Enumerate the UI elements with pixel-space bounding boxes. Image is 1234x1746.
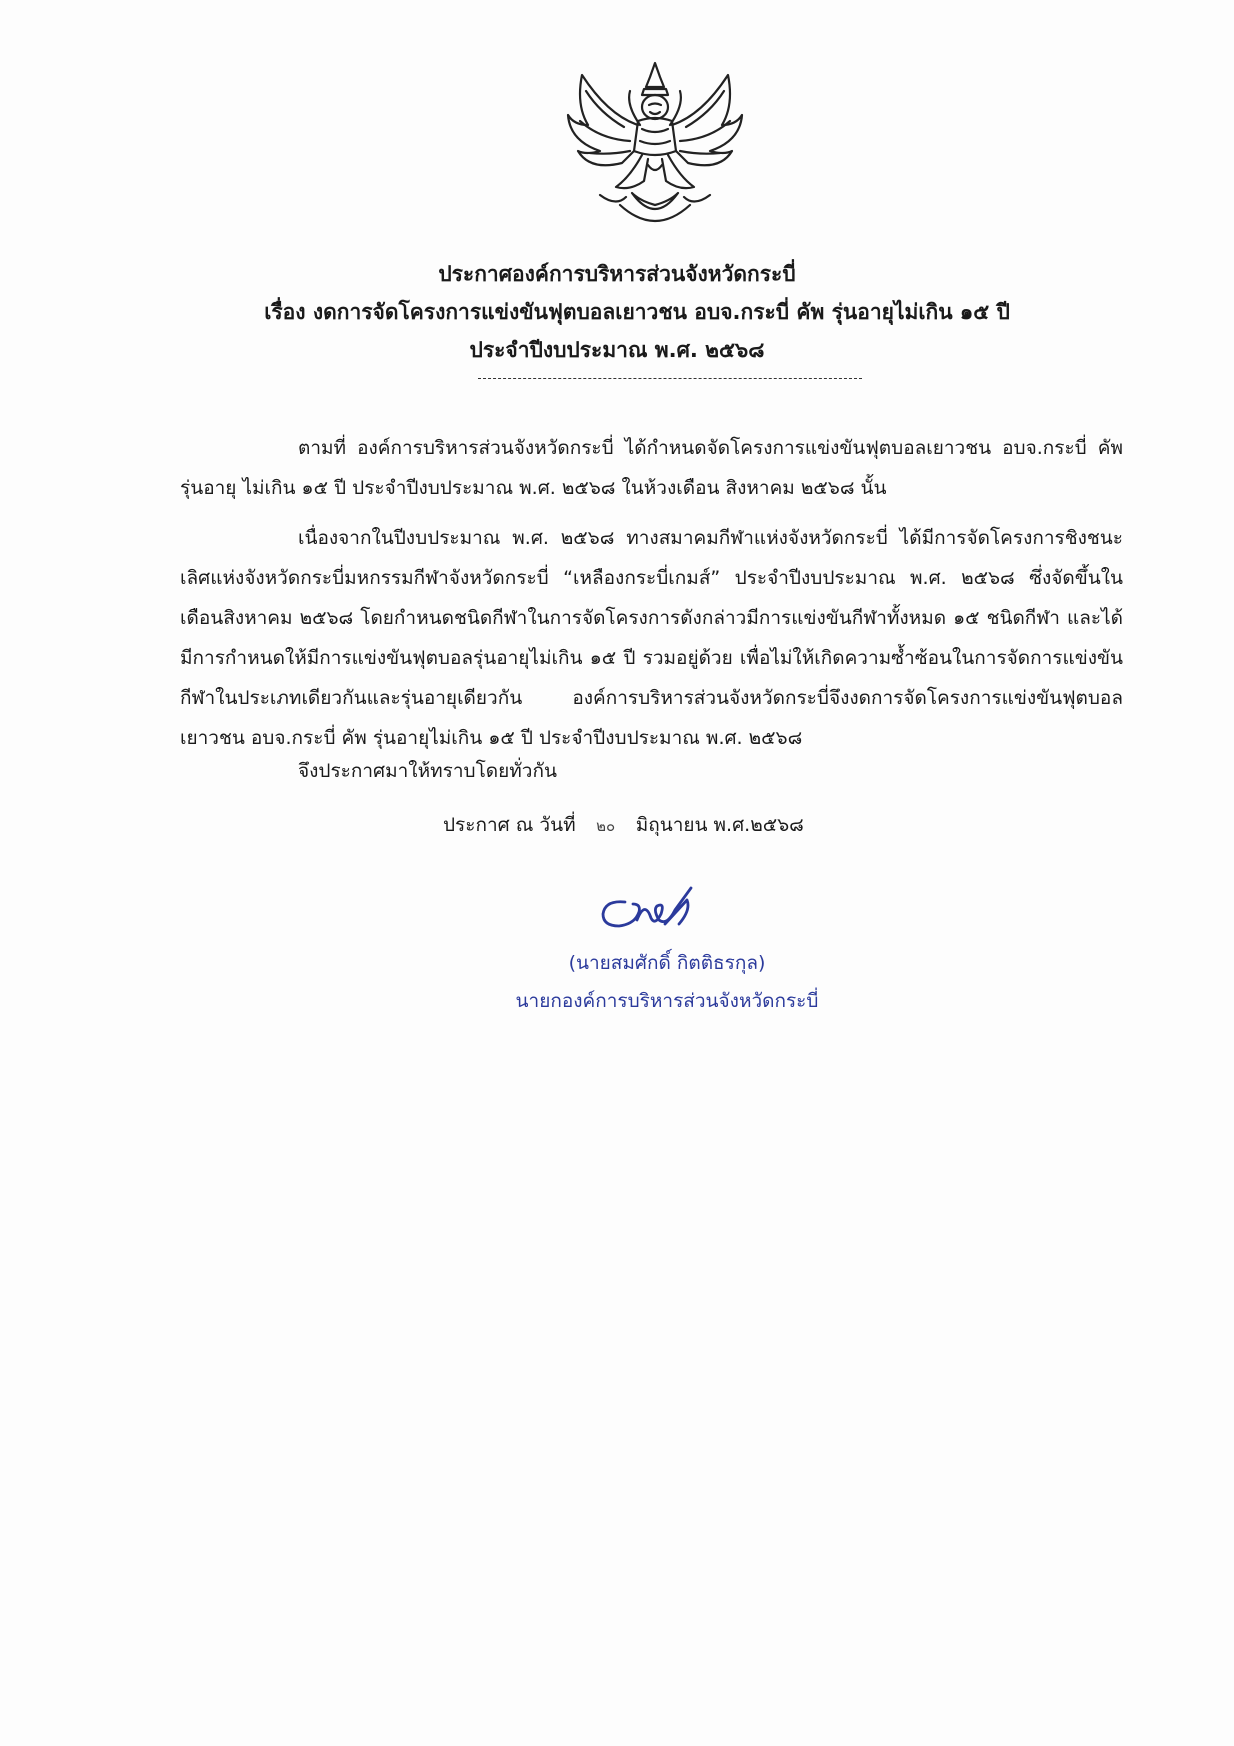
handwritten-signature-icon: [595, 880, 705, 940]
announcement-date: [443, 810, 804, 840]
date-month-year: มิถุนายน พ.ศ.๒๕๖๘: [635, 814, 804, 836]
paragraph-background: [180, 428, 1123, 508]
announcement-title: ประกาศองค์การบริหารส่วนจังหวัดกระบี่: [438, 262, 796, 286]
date-prefix: ประกาศ ณ วันที่: [443, 814, 576, 836]
announcement-subject: เรื่อง งดการจัดโครงการแข่งขันฟุตบอลเยาวชน อบจ.กระบี่ คัพ รุ่นอายุไม่เกิน ๑๕ ปี: [264, 300, 1010, 324]
closing-statement: จึงประกาศมาให้ทราบโดยทั่วกัน: [298, 760, 557, 782]
paragraph-2-text: เนื่องจากในปีงบประมาณ พ.ศ. ๒๕๖๘ ทางสมาคมกีฬาแห่งจังหวัดกระบี่ ได้มีการจัดโครงการชิงชนะเลิศแห่งจังหวัดกระบี่มหกรรมกีฬาจังหวัดกระบี่ “เหลืองกระบี่เกมส์” ประจำปีงบประมาณ พ.ศ. ๒๕๖๘ ซึ่งจัดขึ้นในเดือนสิงหาคม ๒๕๖๘ โดยกำหนดชนิดกีฬาในการจัดโครงการดังกล่าวมีการแข่งขันกีฬาทั้งหมด ๑๕ ชนิดกีฬา และได้มีการกำหนดให้มีการแข่งขันฟุตบอลรุ่นอายุไม่เกิน ๑๕ ปี รวมอยู่ด้วย เพื่อไม่ให้เกิดความซ้ำซ้อนในการจัดการแข่งขันกีฬาในประเภทเดียวกันและรุ่นอายุเดียวกัน องค์การบริหารส่วนจังหวัดกระบี่จึงงดการจัดโครงการแข่งขันฟุตบอลเยาวชน อบจ.กระบี่ คัพ รุ่นอายุไม่เกิน ๑๕ ปี ประจำปีงบประมาณ พ.ศ. ๒๕๖๘: [180, 527, 1123, 749]
paragraph-1-text: ตามที่ องค์การบริหารส่วนจังหวัดกระบี่ ได้กำหนดจัดโครงการแข่งขันฟุตบอลเยาวชน อบจ.กระบี่ คัพ รุ่นอายุ ไม่เกิน ๑๕ ปี ประจำปีงบประมาณ พ.ศ. ๒๕๖๘ ในห้วงเดือน สิงหาคม ๒๕๖๘ นั้น: [180, 437, 1123, 499]
announcement-fiscal-year: ประจำปีงบประมาณ พ.ศ. ๒๕๖๘: [469, 338, 765, 362]
garuda-emblem-icon: [560, 55, 750, 235]
date-day: ๒๐: [596, 817, 616, 835]
dashed-divider: [478, 378, 862, 379]
signer-name: (นายสมศักดิ์ กิตติธรกุล): [568, 952, 766, 974]
signer-title: นายกองค์การบริหารส่วนจังหวัดกระบี่: [515, 990, 819, 1012]
paragraph-reason: [180, 518, 1123, 758]
announcement-header: [0, 255, 1234, 369]
